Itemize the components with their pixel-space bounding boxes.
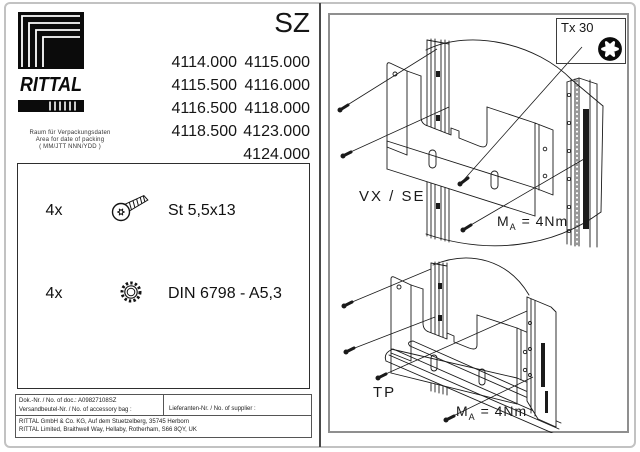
- torque-note: [497, 213, 568, 232]
- diagram-panel: [328, 13, 629, 433]
- column-divider: [319, 3, 321, 447]
- model-number: 4116.500: [171, 100, 237, 117]
- model-number: 4123.000: [243, 123, 310, 140]
- torque-value: = 4Nm: [480, 403, 528, 419]
- doc-number-label: Dok.-Nr. / No. of doc.:: [19, 398, 77, 404]
- part-spec: St 5,5x13: [168, 202, 236, 219]
- torque-symbol: M: [497, 213, 510, 229]
- lock-washer-icon: [116, 277, 146, 307]
- model-number: 4118.000: [244, 100, 310, 117]
- parts-list-box: [17, 163, 310, 389]
- brand-wordmark: RITTAL: [20, 74, 82, 96]
- document-info-row: [16, 395, 311, 416]
- accessory-bag-label: Versandbeutel-Nr. / No. of accessory bag :: [19, 407, 132, 413]
- torque-subscript: A: [509, 221, 517, 232]
- supplier-label: Lieferanten-Nr. / No. of supplier :: [169, 406, 256, 412]
- part-spec: DIN 6798 - A5,3: [168, 285, 282, 302]
- torque-value: = 4Nm: [521, 213, 569, 229]
- model-number: 4124.000: [243, 146, 310, 163]
- packing-note-line: ( MM/JTT NNN/YDD ): [39, 144, 101, 150]
- address-line: RITTAL GmbH & Co. KG, Auf dem Stuetzelberg, 35745 Herborn: [19, 419, 190, 425]
- torx-size-label: Tx 30: [561, 20, 594, 35]
- doc-number-value: A09827108SZ: [78, 398, 117, 404]
- company-address-row: [16, 416, 311, 436]
- tool-badge: [556, 18, 626, 64]
- model-number-list: [150, 51, 310, 166]
- torque-symbol: M: [456, 403, 469, 419]
- drawing-label-vx-se: VX / SE: [359, 188, 426, 205]
- part-quantity: 4x: [45, 202, 63, 219]
- model-number: 4114.000: [171, 54, 237, 71]
- torque-note: [456, 403, 527, 422]
- address-line: RITTAL Limited, Braithwell Way, Hellaby, Rotherham, S66 8QY, UK: [19, 427, 197, 433]
- model-number: 4116.000: [244, 77, 310, 94]
- supplier-cell: [164, 395, 311, 415]
- packing-note-line: Raum für Verpackungsdaten: [29, 130, 111, 136]
- model-number: 4118.500: [171, 123, 237, 140]
- screw-icon: [106, 190, 162, 230]
- packing-note-line: Area for date of packing: [35, 137, 105, 143]
- model-number: 4115.500: [171, 77, 237, 94]
- model-number: 4115.000: [244, 54, 310, 71]
- drawing-label-tp: TP: [373, 384, 397, 401]
- packing-note: [14, 130, 126, 151]
- torque-subscript: A: [468, 411, 476, 422]
- torx-bit-icon: [597, 36, 623, 62]
- document-info-table: [15, 394, 312, 438]
- doc-number-cell: [16, 395, 164, 415]
- part-quantity: 4x: [45, 285, 63, 302]
- rittal-logo: [18, 12, 84, 112]
- page-title: SZ: [274, 7, 310, 38]
